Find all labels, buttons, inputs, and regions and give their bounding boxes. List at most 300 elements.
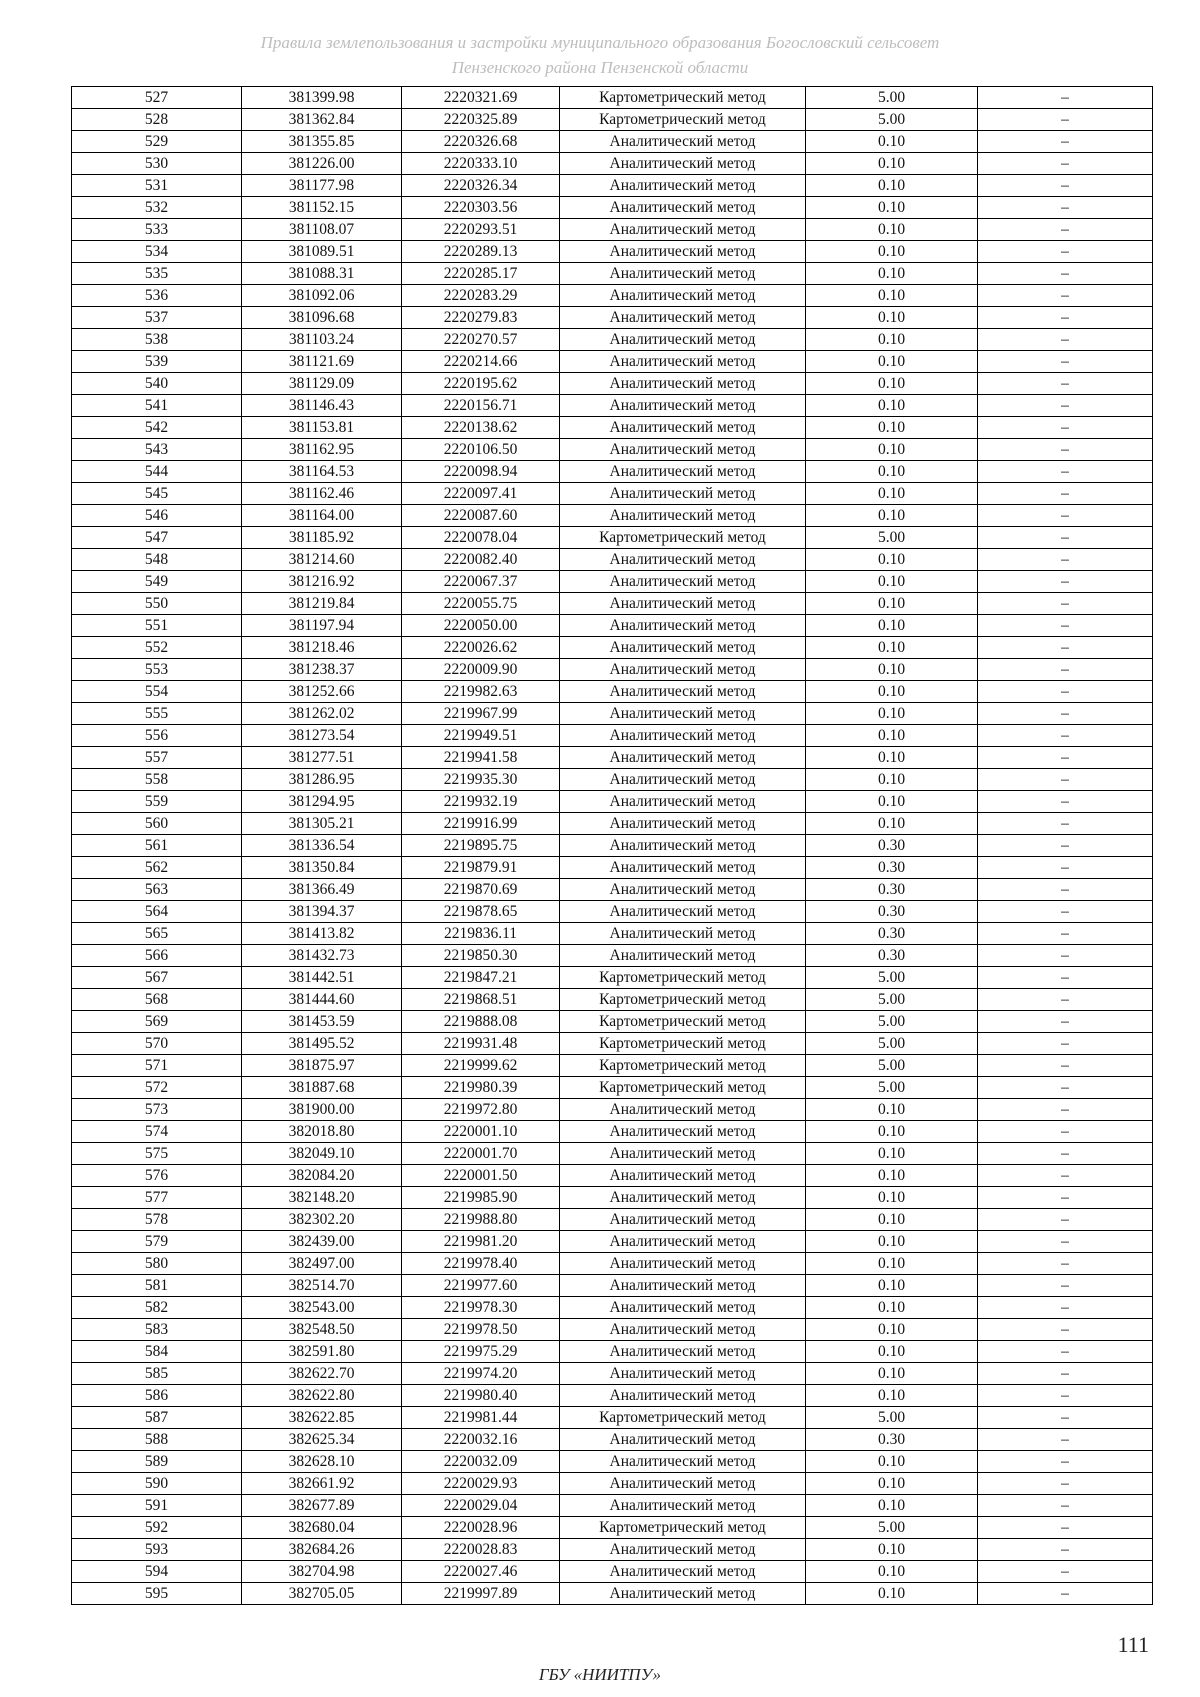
method-cell: Картометрический метод <box>560 1407 806 1429</box>
table-row <box>72 1143 1153 1165</box>
method-cell: Картометрический метод <box>560 967 806 989</box>
x-coordinate-cell: 381900.00 <box>242 1099 402 1121</box>
table-row <box>72 1319 1153 1341</box>
x-coordinate-cell: 381089.51 <box>242 241 402 263</box>
point-number-cell: 566 <box>72 945 242 967</box>
method-cell: Аналитический метод <box>560 901 806 923</box>
method-cell: Аналитический метод <box>560 681 806 703</box>
x-coordinate-cell: 381238.37 <box>242 659 402 681</box>
note-cell: – <box>978 1561 1153 1583</box>
method-cell: Картометрический метод <box>560 109 806 131</box>
point-number-cell: 572 <box>72 1077 242 1099</box>
table-row <box>72 1231 1153 1253</box>
method-cell: Аналитический метод <box>560 1187 806 1209</box>
y-coordinate-cell: 2219975.29 <box>402 1341 560 1363</box>
method-cell: Картометрический метод <box>560 1077 806 1099</box>
point-number-cell: 580 <box>72 1253 242 1275</box>
table-row <box>72 1253 1153 1275</box>
method-cell: Аналитический метод <box>560 549 806 571</box>
method-cell: Аналитический метод <box>560 791 806 813</box>
y-coordinate-cell: 2219888.08 <box>402 1011 560 1033</box>
method-cell: Аналитический метод <box>560 1561 806 1583</box>
point-number-cell: 587 <box>72 1407 242 1429</box>
note-cell: – <box>978 791 1153 813</box>
table-row <box>72 1187 1153 1209</box>
x-coordinate-cell: 381214.60 <box>242 549 402 571</box>
method-cell: Аналитический метод <box>560 659 806 681</box>
point-number-cell: 562 <box>72 857 242 879</box>
table-row <box>72 967 1153 989</box>
point-number-cell: 533 <box>72 219 242 241</box>
table-row <box>72 1099 1153 1121</box>
table-row <box>72 87 1153 109</box>
note-cell: – <box>978 549 1153 571</box>
x-coordinate-cell: 381355.85 <box>242 131 402 153</box>
note-cell: – <box>978 1187 1153 1209</box>
y-coordinate-cell: 2220087.60 <box>402 505 560 527</box>
accuracy-cell: 0.10 <box>806 1319 978 1341</box>
table-row <box>72 197 1153 219</box>
y-coordinate-cell: 2220028.83 <box>402 1539 560 1561</box>
method-cell: Аналитический метод <box>560 329 806 351</box>
y-coordinate-cell: 2219916.99 <box>402 813 560 835</box>
accuracy-cell: 0.10 <box>806 703 978 725</box>
accuracy-cell: 0.10 <box>806 197 978 219</box>
accuracy-cell: 0.10 <box>806 175 978 197</box>
point-number-cell: 578 <box>72 1209 242 1231</box>
note-cell: – <box>978 285 1153 307</box>
y-coordinate-cell: 2219974.20 <box>402 1363 560 1385</box>
y-coordinate-cell: 2220001.50 <box>402 1165 560 1187</box>
method-cell: Аналитический метод <box>560 879 806 901</box>
accuracy-cell: 0.10 <box>806 1539 978 1561</box>
table-row <box>72 417 1153 439</box>
point-number-cell: 560 <box>72 813 242 835</box>
table-row <box>72 747 1153 769</box>
y-coordinate-cell: 2219836.11 <box>402 923 560 945</box>
y-coordinate-cell: 2220029.93 <box>402 1473 560 1495</box>
method-cell: Аналитический метод <box>560 175 806 197</box>
point-number-cell: 576 <box>72 1165 242 1187</box>
accuracy-cell: 0.10 <box>806 1143 978 1165</box>
method-cell: Аналитический метод <box>560 395 806 417</box>
x-coordinate-cell: 381875.97 <box>242 1055 402 1077</box>
accuracy-cell: 0.10 <box>806 483 978 505</box>
y-coordinate-cell: 2219868.51 <box>402 989 560 1011</box>
accuracy-cell: 0.10 <box>806 747 978 769</box>
point-number-cell: 589 <box>72 1451 242 1473</box>
note-cell: – <box>978 659 1153 681</box>
y-coordinate-cell: 2219932.19 <box>402 791 560 813</box>
accuracy-cell: 0.10 <box>806 351 978 373</box>
table-row <box>72 373 1153 395</box>
point-number-cell: 573 <box>72 1099 242 1121</box>
table-row <box>72 945 1153 967</box>
x-coordinate-cell: 381226.00 <box>242 153 402 175</box>
note-cell: – <box>978 1077 1153 1099</box>
x-coordinate-cell: 382302.20 <box>242 1209 402 1231</box>
note-cell: – <box>978 1517 1153 1539</box>
point-number-cell: 547 <box>72 527 242 549</box>
method-cell: Аналитический метод <box>560 219 806 241</box>
x-coordinate-cell: 381216.92 <box>242 571 402 593</box>
x-coordinate-cell: 381162.46 <box>242 483 402 505</box>
x-coordinate-cell: 382622.80 <box>242 1385 402 1407</box>
x-coordinate-cell: 381121.69 <box>242 351 402 373</box>
table-row <box>72 681 1153 703</box>
x-coordinate-cell: 381096.68 <box>242 307 402 329</box>
note-cell: – <box>978 1121 1153 1143</box>
y-coordinate-cell: 2220067.37 <box>402 571 560 593</box>
y-coordinate-cell: 2220293.51 <box>402 219 560 241</box>
point-number-cell: 592 <box>72 1517 242 1539</box>
y-coordinate-cell: 2219847.21 <box>402 967 560 989</box>
point-number-cell: 537 <box>72 307 242 329</box>
table-row <box>72 1077 1153 1099</box>
method-cell: Аналитический метод <box>560 813 806 835</box>
accuracy-cell: 0.10 <box>806 285 978 307</box>
table-row <box>72 1033 1153 1055</box>
x-coordinate-cell: 381218.46 <box>242 637 402 659</box>
accuracy-cell: 0.10 <box>806 791 978 813</box>
note-cell: – <box>978 373 1153 395</box>
accuracy-cell: 0.10 <box>806 1495 978 1517</box>
method-cell: Аналитический метод <box>560 1495 806 1517</box>
method-cell: Аналитический метод <box>560 285 806 307</box>
note-cell: – <box>978 967 1153 989</box>
y-coordinate-cell: 2219988.80 <box>402 1209 560 1231</box>
accuracy-cell: 0.10 <box>806 615 978 637</box>
method-cell: Аналитический метод <box>560 1363 806 1385</box>
method-cell: Аналитический метод <box>560 1451 806 1473</box>
page-header <box>0 30 1200 80</box>
accuracy-cell: 0.10 <box>806 461 978 483</box>
table-row <box>72 989 1153 1011</box>
y-coordinate-cell: 2220026.62 <box>402 637 560 659</box>
table-row <box>72 593 1153 615</box>
note-cell: – <box>978 1253 1153 1275</box>
y-coordinate-cell: 2219977.60 <box>402 1275 560 1297</box>
point-number-cell: 534 <box>72 241 242 263</box>
table-row <box>72 659 1153 681</box>
x-coordinate-cell: 382543.00 <box>242 1297 402 1319</box>
x-coordinate-cell: 381294.95 <box>242 791 402 813</box>
accuracy-cell: 0.10 <box>806 1231 978 1253</box>
note-cell: – <box>978 901 1153 923</box>
table-row <box>72 1451 1153 1473</box>
note-cell: – <box>978 351 1153 373</box>
point-number-cell: 583 <box>72 1319 242 1341</box>
accuracy-cell: 0.30 <box>806 857 978 879</box>
x-coordinate-cell: 382439.00 <box>242 1231 402 1253</box>
x-coordinate-cell: 381305.21 <box>242 813 402 835</box>
note-cell: – <box>978 175 1153 197</box>
point-number-cell: 575 <box>72 1143 242 1165</box>
accuracy-cell: 5.00 <box>806 1077 978 1099</box>
method-cell: Аналитический метод <box>560 857 806 879</box>
method-cell: Аналитический метод <box>560 351 806 373</box>
method-cell: Картометрический метод <box>560 1055 806 1077</box>
method-cell: Аналитический метод <box>560 1473 806 1495</box>
note-cell: – <box>978 1429 1153 1451</box>
y-coordinate-cell: 2219978.40 <box>402 1253 560 1275</box>
x-coordinate-cell: 381394.37 <box>242 901 402 923</box>
method-cell: Картометрический метод <box>560 1517 806 1539</box>
y-coordinate-cell: 2220032.16 <box>402 1429 560 1451</box>
accuracy-cell: 5.00 <box>806 1055 978 1077</box>
y-coordinate-cell: 2220001.10 <box>402 1121 560 1143</box>
x-coordinate-cell: 381432.73 <box>242 945 402 967</box>
point-number-cell: 571 <box>72 1055 242 1077</box>
accuracy-cell: 0.10 <box>806 1165 978 1187</box>
point-number-cell: 550 <box>72 593 242 615</box>
note-cell: – <box>978 153 1153 175</box>
x-coordinate-cell: 382148.20 <box>242 1187 402 1209</box>
table-row <box>72 263 1153 285</box>
table-row <box>72 307 1153 329</box>
point-number-cell: 574 <box>72 1121 242 1143</box>
table-row <box>72 175 1153 197</box>
y-coordinate-cell: 2219981.44 <box>402 1407 560 1429</box>
accuracy-cell: 0.10 <box>806 1473 978 1495</box>
table-row <box>72 813 1153 835</box>
y-coordinate-cell: 2220055.75 <box>402 593 560 615</box>
note-cell: – <box>978 1055 1153 1077</box>
accuracy-cell: 0.10 <box>806 1253 978 1275</box>
note-cell: – <box>978 461 1153 483</box>
page-number: 111 <box>1117 1632 1149 1657</box>
x-coordinate-cell: 382497.00 <box>242 1253 402 1275</box>
point-number-cell: 530 <box>72 153 242 175</box>
table-row <box>72 131 1153 153</box>
point-number-cell: 554 <box>72 681 242 703</box>
y-coordinate-cell: 2220303.56 <box>402 197 560 219</box>
note-cell: – <box>978 395 1153 417</box>
accuracy-cell: 0.10 <box>806 549 978 571</box>
accuracy-cell: 0.10 <box>806 1583 978 1605</box>
note-cell: – <box>978 1583 1153 1605</box>
x-coordinate-cell: 382661.92 <box>242 1473 402 1495</box>
method-cell: Аналитический метод <box>560 1231 806 1253</box>
y-coordinate-cell: 2220029.04 <box>402 1495 560 1517</box>
x-coordinate-cell: 381495.52 <box>242 1033 402 1055</box>
point-number-cell: 535 <box>72 263 242 285</box>
accuracy-cell: 0.10 <box>806 1341 978 1363</box>
note-cell: – <box>978 1495 1153 1517</box>
y-coordinate-cell: 2219981.20 <box>402 1231 560 1253</box>
table-row <box>72 1011 1153 1033</box>
method-cell: Аналитический метод <box>560 439 806 461</box>
accuracy-cell: 0.10 <box>806 769 978 791</box>
table-row <box>72 1539 1153 1561</box>
table-row <box>72 527 1153 549</box>
method-cell: Картометрический метод <box>560 1011 806 1033</box>
method-cell: Картометрический метод <box>560 87 806 109</box>
note-cell: – <box>978 1209 1153 1231</box>
point-number-cell: 563 <box>72 879 242 901</box>
y-coordinate-cell: 2220050.00 <box>402 615 560 637</box>
point-number-cell: 579 <box>72 1231 242 1253</box>
note-cell: – <box>978 989 1153 1011</box>
x-coordinate-cell: 381442.51 <box>242 967 402 989</box>
point-number-cell: 577 <box>72 1187 242 1209</box>
y-coordinate-cell: 2220106.50 <box>402 439 560 461</box>
method-cell: Аналитический метод <box>560 615 806 637</box>
point-number-cell: 549 <box>72 571 242 593</box>
point-number-cell: 542 <box>72 417 242 439</box>
y-coordinate-cell: 2219941.58 <box>402 747 560 769</box>
accuracy-cell: 0.10 <box>806 1187 978 1209</box>
y-coordinate-cell: 2219997.89 <box>402 1583 560 1605</box>
x-coordinate-cell: 381103.24 <box>242 329 402 351</box>
y-coordinate-cell: 2219870.69 <box>402 879 560 901</box>
note-cell: – <box>978 1385 1153 1407</box>
x-coordinate-cell: 381129.09 <box>242 373 402 395</box>
table-row <box>72 835 1153 857</box>
y-coordinate-cell: 2219978.50 <box>402 1319 560 1341</box>
y-coordinate-cell: 2220270.57 <box>402 329 560 351</box>
point-number-cell: 552 <box>72 637 242 659</box>
note-cell: – <box>978 857 1153 879</box>
method-cell: Аналитический метод <box>560 373 806 395</box>
x-coordinate-cell: 381185.92 <box>242 527 402 549</box>
y-coordinate-cell: 2219850.30 <box>402 945 560 967</box>
note-cell: – <box>978 1165 1153 1187</box>
table-row <box>72 1055 1153 1077</box>
note-cell: – <box>978 505 1153 527</box>
table-row <box>72 483 1153 505</box>
note-cell: – <box>978 109 1153 131</box>
table-row <box>72 549 1153 571</box>
header-line-1: Правила землепользования и застройки муниципального образования Богословский сельсовет <box>260 33 940 52</box>
x-coordinate-cell: 381219.84 <box>242 593 402 615</box>
method-cell: Аналитический метод <box>560 307 806 329</box>
x-coordinate-cell: 381177.98 <box>242 175 402 197</box>
method-cell: Аналитический метод <box>560 1121 806 1143</box>
note-cell: – <box>978 637 1153 659</box>
y-coordinate-cell: 2219931.48 <box>402 1033 560 1055</box>
x-coordinate-cell: 381152.15 <box>242 197 402 219</box>
note-cell: – <box>978 923 1153 945</box>
table-row <box>72 329 1153 351</box>
accuracy-cell: 0.30 <box>806 945 978 967</box>
note-cell: – <box>978 1319 1153 1341</box>
method-cell: Аналитический метод <box>560 263 806 285</box>
y-coordinate-cell: 2219980.39 <box>402 1077 560 1099</box>
y-coordinate-cell: 2219982.63 <box>402 681 560 703</box>
method-cell: Аналитический метод <box>560 131 806 153</box>
note-cell: – <box>978 1451 1153 1473</box>
y-coordinate-cell: 2220279.83 <box>402 307 560 329</box>
note-cell: – <box>978 615 1153 637</box>
table-row <box>72 879 1153 901</box>
y-coordinate-cell: 2220156.71 <box>402 395 560 417</box>
accuracy-cell: 0.10 <box>806 505 978 527</box>
method-cell: Аналитический метод <box>560 417 806 439</box>
accuracy-cell: 5.00 <box>806 1407 978 1429</box>
point-number-cell: 541 <box>72 395 242 417</box>
table-row <box>72 703 1153 725</box>
point-number-cell: 591 <box>72 1495 242 1517</box>
accuracy-cell: 0.10 <box>806 307 978 329</box>
y-coordinate-cell: 2220289.13 <box>402 241 560 263</box>
point-number-cell: 586 <box>72 1385 242 1407</box>
accuracy-cell: 0.10 <box>806 417 978 439</box>
method-cell: Картометрический метод <box>560 527 806 549</box>
table-row <box>72 923 1153 945</box>
point-number-cell: 593 <box>72 1539 242 1561</box>
table-row <box>72 109 1153 131</box>
method-cell: Аналитический метод <box>560 483 806 505</box>
y-coordinate-cell: 2220028.96 <box>402 1517 560 1539</box>
note-cell: – <box>978 1033 1153 1055</box>
table-row <box>72 1275 1153 1297</box>
point-number-cell: 532 <box>72 197 242 219</box>
accuracy-cell: 5.00 <box>806 1517 978 1539</box>
y-coordinate-cell: 2219999.62 <box>402 1055 560 1077</box>
accuracy-cell: 0.10 <box>806 1385 978 1407</box>
method-cell: Аналитический метод <box>560 1319 806 1341</box>
method-cell: Аналитический метод <box>560 747 806 769</box>
y-coordinate-cell: 2220326.68 <box>402 131 560 153</box>
point-number-cell: 569 <box>72 1011 242 1033</box>
accuracy-cell: 0.30 <box>806 923 978 945</box>
accuracy-cell: 0.10 <box>806 1363 978 1385</box>
point-number-cell: 595 <box>72 1583 242 1605</box>
x-coordinate-cell: 381153.81 <box>242 417 402 439</box>
y-coordinate-cell: 2220082.40 <box>402 549 560 571</box>
x-coordinate-cell: 382622.70 <box>242 1363 402 1385</box>
table-row <box>72 1297 1153 1319</box>
note-cell: – <box>978 879 1153 901</box>
note-cell: – <box>978 329 1153 351</box>
note-cell: – <box>978 1297 1153 1319</box>
note-cell: – <box>978 131 1153 153</box>
table-row <box>72 769 1153 791</box>
method-cell: Аналитический метод <box>560 571 806 593</box>
accuracy-cell: 0.10 <box>806 131 978 153</box>
y-coordinate-cell: 2219895.75 <box>402 835 560 857</box>
x-coordinate-cell: 381108.07 <box>242 219 402 241</box>
x-coordinate-cell: 381399.98 <box>242 87 402 109</box>
method-cell: Аналитический метод <box>560 1341 806 1363</box>
x-coordinate-cell: 381444.60 <box>242 989 402 1011</box>
method-cell: Аналитический метод <box>560 1099 806 1121</box>
y-coordinate-cell: 2220001.70 <box>402 1143 560 1165</box>
accuracy-cell: 0.10 <box>806 439 978 461</box>
y-coordinate-cell: 2220078.04 <box>402 527 560 549</box>
method-cell: Аналитический метод <box>560 461 806 483</box>
y-coordinate-cell: 2219972.80 <box>402 1099 560 1121</box>
x-coordinate-cell: 381092.06 <box>242 285 402 307</box>
table-row <box>72 571 1153 593</box>
point-number-cell: 557 <box>72 747 242 769</box>
point-number-cell: 582 <box>72 1297 242 1319</box>
point-number-cell: 529 <box>72 131 242 153</box>
note-cell: – <box>978 1341 1153 1363</box>
y-coordinate-cell: 2219967.99 <box>402 703 560 725</box>
point-number-cell: 558 <box>72 769 242 791</box>
table-row <box>72 901 1153 923</box>
y-coordinate-cell: 2220009.90 <box>402 659 560 681</box>
point-number-cell: 555 <box>72 703 242 725</box>
y-coordinate-cell: 2220321.69 <box>402 87 560 109</box>
x-coordinate-cell: 382705.05 <box>242 1583 402 1605</box>
accuracy-cell: 0.10 <box>806 241 978 263</box>
table-row <box>72 395 1153 417</box>
x-coordinate-cell: 382049.10 <box>242 1143 402 1165</box>
point-number-cell: 565 <box>72 923 242 945</box>
